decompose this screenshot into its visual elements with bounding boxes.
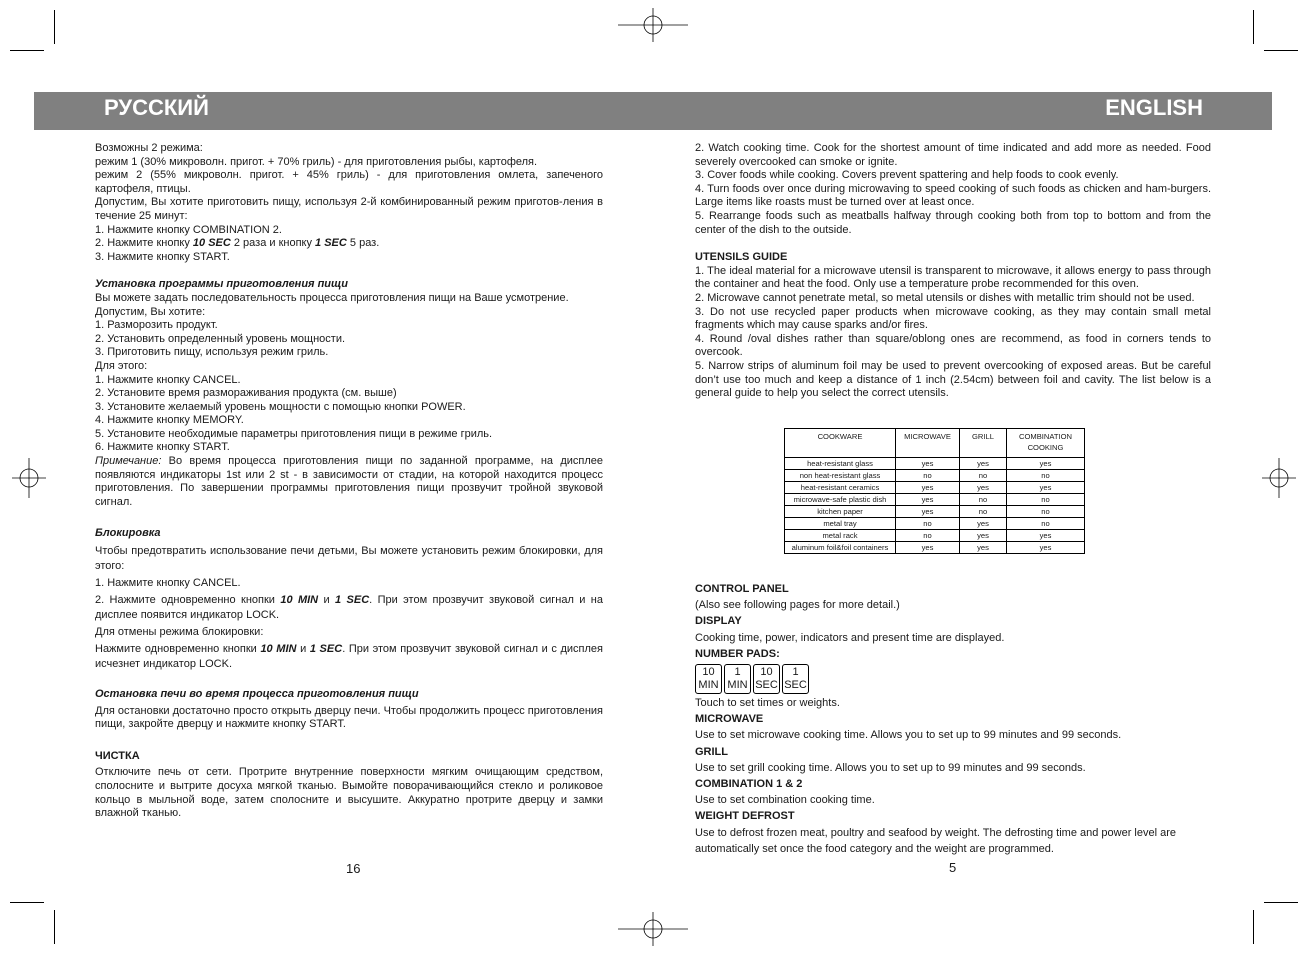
utensils-table xyxy=(784,428,1085,554)
text-line: 2. Watch cooking time. Cook for the shortest amount of time indicated and add more as needed. Food severely overcooked can smoke or ignite. xyxy=(695,142,1211,168)
lock-heading: Блокировка xyxy=(95,527,161,540)
microwave-heading: MICROWAVE xyxy=(695,713,764,726)
table-row: metal tray no yes no xyxy=(785,518,1085,530)
registration-mark-left xyxy=(12,458,46,498)
text-line: 3. Do not use recycled paper products when microwave cooking, as they may contain small metal fragments which may cause sparks and/or fires. xyxy=(695,305,1211,332)
table-header: GRILL xyxy=(960,429,1007,458)
text-line: 5. Narrow strips of aluminum foil may be used to prevent overcooking of exposed areas. But be careful don’t use too much and keep a distance of 1 inch (2.54cm) between foil and cavity. The list below is a general guide to help you select the correct utensils. xyxy=(695,359,1211,400)
text-line: 4. Turn foods over once during microwaving to speed cooking of such foods as chicken and ham-burgers. Large items like roasts must be turned over at least once. xyxy=(695,182,1211,209)
table-row: heat-resistant ceramics yes yes yes xyxy=(785,482,1085,494)
text-line: 1. Нажмите кнопку CANCEL. xyxy=(95,577,241,590)
text-line: Чтобы предотвратить использование печи детьми, Вы можете установить режим блокировки, для этого: xyxy=(95,545,603,573)
text-line: 1. Нажмите кнопку CANCEL. xyxy=(95,373,241,386)
russian-column xyxy=(95,142,603,821)
text-line: 5. Установите необходимые параметры приготовления пищи в режиме гриль. xyxy=(95,427,493,440)
table-header: COOKWARE xyxy=(785,429,896,458)
text-line: Для остановки достаточно просто открыть дверцу печи. Чтобы продолжить процесс приготовления пищи, закройте дверцу и нажмите кнопку START. xyxy=(95,704,603,731)
table-header-row xyxy=(785,429,1085,458)
text-line: Вы можете задать последовательность процесса приготовления пищи на Ваше усмотрение. xyxy=(95,291,569,304)
one-sec-pad: 1 SEC xyxy=(782,664,809,694)
control-panel-section xyxy=(695,581,1211,857)
text-line: Отключите печь от сети. Протрите внутренние поверхности мягким очищающим средством, сполосните и вытрите досуха мягкой тканью. Вымойте поворачивающийся стекло и роликовое кольцо в мыльной воде, затем сполосните и высушите. Аккуратно протрите дверцу и замки влажной тканью. xyxy=(95,766,603,820)
registration-mark-bottom xyxy=(618,912,688,946)
header-band xyxy=(34,92,1272,130)
grill-heading: GRILL xyxy=(695,745,728,758)
step-line: 2. Нажмите кнопку 10 SEC 2 раза и кнопку 1 SEC 5 раз. xyxy=(95,237,380,250)
text-line: 3. Приготовить пищу, используя режим гриль. xyxy=(95,346,329,359)
registration-mark-right xyxy=(1262,458,1296,498)
text-line: 3. Нажмите кнопку START. xyxy=(95,250,230,263)
text-line: 1. Разморозить продукт. xyxy=(95,319,218,332)
numpads-heading: NUMBER PADS: xyxy=(695,647,780,660)
russian-title: РУССКИЙ xyxy=(104,95,209,120)
text-line: 4. Round /oval dishes rather than square/oblong ones are recommend, as food in corners tends to overcook. xyxy=(695,332,1211,359)
text-line: 3. Установите желаемый уровень мощности с помощью кнопки POWER. xyxy=(95,400,466,413)
step-line: Нажмите одновременно кнопки 10 MIN и 1 SEC. При этом прозвучит звуковой сигнал и с дисплея исчезнет индикатор LOCK. xyxy=(95,643,604,671)
control-heading: CONTROL PANEL xyxy=(695,583,789,595)
text-line: режим 2 (55% микроволн. пригот. + 45% гриль) - для приготовления омлета, запеченого картофеля, птицы. xyxy=(95,169,603,195)
utensils-heading: UTENSILS GUIDE xyxy=(695,251,788,264)
ten-min-pad: 10 MIN xyxy=(695,664,722,694)
text-line: Для этого: xyxy=(95,359,148,372)
text-line: Возможны 2 режима: xyxy=(95,142,203,154)
table-row: kitchen paper yes no no xyxy=(785,506,1085,518)
table-header: MICROWAVE xyxy=(896,429,960,458)
page-number-right: 5 xyxy=(949,860,957,875)
display-heading: DISPLAY xyxy=(695,615,742,628)
ten-sec-pad: 10 SEC xyxy=(753,664,780,694)
text-line: Допустим, Вы хотите: xyxy=(95,305,206,318)
text-line: Use to set combination cooking time. xyxy=(695,794,875,807)
text-line: 2. Установите время размораживания продукта (см. выше) xyxy=(95,387,397,400)
defrost-heading: WEIGHT DEFROST xyxy=(695,810,795,823)
text-line: 6. Нажмите кнопку START. xyxy=(95,441,230,454)
step-line: 2. Нажмите одновременно кнопки 10 MIN и 1 SEC. При этом прозвучит звуковой сигнал и на дисплее появится индикатор LOCK. xyxy=(95,594,603,622)
text-line: 2. Microwave cannot penetrate metal, so metal utensils or dishes with metallic trim should not be used. xyxy=(695,291,1195,304)
text-line: 4. Нажмите кнопку MEMORY. xyxy=(95,414,244,427)
table-row: non heat-resistant glass no no no xyxy=(785,470,1085,482)
text-line: Допустим, Вы хотите приготовить пищу, используя 2-й комбинированный режим приготов-ления в течение 25 минут: xyxy=(95,196,603,222)
clean-heading: ЧИСТКА xyxy=(95,749,140,762)
text-line: Use to set microwave cooking time. Allows you to set up to 99 minutes and 99 seconds. xyxy=(695,729,1122,742)
text-line: 2. Установить определенный уровень мощности. xyxy=(95,332,346,345)
text-line: Для отмены режима блокировки: xyxy=(95,626,264,639)
text-line: Cooking time, power, indicators and present time are displayed. xyxy=(695,631,1005,644)
one-min-pad: 1 MIN xyxy=(724,664,751,694)
combo-heading: COMBINATION 1 & 2 xyxy=(695,778,803,791)
text-line: 1. The ideal material for a microwave utensil is transparent to microwave, it allows energy to pass through the container and heat the food. Only use a temperature probe recommended for this oven. xyxy=(695,264,1211,291)
table-row: microwave-safe plastic dish yes no no xyxy=(785,494,1085,506)
text-line: Use to defrost frozen meat, poultry and seafood by weight. The defrosting time and power level are automatically set once the food category and the weight are programmed. xyxy=(695,826,1177,855)
table-row: heat-resistant glass yes yes yes xyxy=(785,458,1085,470)
table-header: COMBINATION COOKING xyxy=(1007,429,1085,458)
text-line: Use to set grill cooking time. Allows you to set up to 99 minutes and 99 seconds. xyxy=(695,761,1086,774)
stop-heading: Остановка печи во время процесса приготовления пищи xyxy=(95,688,419,701)
table-row: metal rack no yes yes xyxy=(785,530,1085,542)
page-number-left: 16 xyxy=(346,861,361,876)
number-pads xyxy=(695,664,1211,694)
text-line: (Also see following pages for more detail.) xyxy=(695,599,900,612)
english-title: ENGLISH xyxy=(1105,95,1203,120)
program-heading: Установка программы приготовления пищи xyxy=(95,278,349,291)
text-line: Touch to set times or weights. xyxy=(695,697,840,710)
text-line: 3. Cover foods while cooking. Covers prevent spattering and help foods to cook evenly. xyxy=(695,169,1119,182)
table-row: aluminum foil&foil containers yes yes yes xyxy=(785,542,1085,554)
text-line: 5. Rearrange foods such as meatballs halfway through cooking both from top to bottom and from the center of the dish to the outside. xyxy=(695,209,1211,236)
note: Примечание: Во время процесса приготовления пищи по заданной программе, на дисплее появляются индикаторы 1st или 2 st - в зависимости от стадии, на которой находится процесс приготовления. По завершении программы приготовления пищи прозвучит тройной звуковой сигнал. xyxy=(95,455,603,508)
text-line: 1. Нажмите кнопку COMBINATION 2. xyxy=(95,223,282,236)
english-column xyxy=(695,142,1211,401)
text-line: режим 1 (30% микроволн. пригот. + 70% гриль) - для приготовления рыбы, картофеля. xyxy=(95,155,538,168)
registration-mark-top xyxy=(618,8,688,42)
